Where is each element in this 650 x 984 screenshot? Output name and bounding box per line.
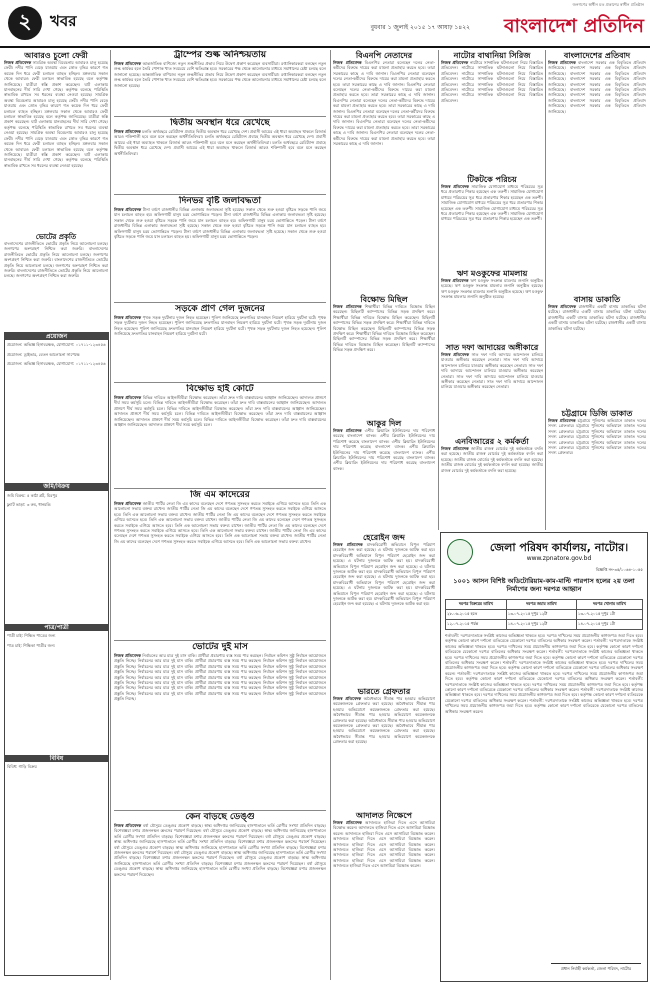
article-a11: [333, 294, 435, 414]
table-header: দরপত্র খোলার তারিখ: [576, 600, 642, 610]
column-divider: [545, 50, 546, 530]
byline: নিজস্ব প্রতিবেদক: [4, 60, 32, 65]
headline: দিনভর বৃষ্টি জলাবদ্ধতা: [179, 196, 261, 206]
article-body: সাত দফা দাবি আদায়ে আন্দোলন চালিয়ে যাওয়ার অঙ্গীকার করেছেন নেতারা।: [441, 362, 543, 379]
article-body: জাতীয় পার্টির নেতা জি এম কাদের বলেছেন দেশে গণতন্ত্র সুসংহত করতে সবাইকে এগিয়ে আসতে হবে। তিনি এক আলোচনা সভায় বক্তব্য রাখেন।: [114, 528, 326, 539]
article-body: নাটোরে সাম্প্রতিক ঘটনাগুলো নিয়ে বিস্তারিত প্রতিবেদন।: [441, 87, 543, 98]
article-a16: [441, 50, 543, 170]
article-body: বিএনপির নেতারা বলেছেন দলের নেতা-কর্মীদের বিরুদ্ধে দায়ের করা মামলা প্রত্যাহার করতে হবে। তারা সরকারের কাছে এ দাবি জানান।: [333, 60, 435, 76]
article-a21: [548, 50, 646, 290]
article-a13: [333, 532, 435, 682]
byline: নিজস্ব প্রতিবেদক: [441, 184, 469, 189]
article-body: শিক্ষার্থীরা বিভিন্ন দাবিতে বিক্ষোভ মিছিল করেছেন। মিছিলটি ক্যাম্পাসের বিভিন্ন সড়ক প্রদক্ষিণ করে।: [333, 304, 435, 315]
byline: নিজস্ব প্রতিবেদক: [114, 61, 142, 66]
article-body: এশীয় ক্লিয়ারিং ইউনিয়নের দায় পরিশোধ করেছে বাংলাদেশ ব্যাংক।: [333, 460, 435, 471]
article-body: আদালতে হাজিরা দিতে এসে আসামিরা বিক্ষোভ করেন।: [333, 863, 421, 869]
classified-heading: প্রয়োজন: [5, 333, 108, 340]
headline: টিকটকে পরিচয়: [467, 174, 517, 184]
article-body: রাজধানীর একটি বাসায় ডাকাতির ঘটনা ঘটেছে।: [548, 304, 646, 315]
opinion-body: বাংলাদেশের রাজনীতিতে ভোটের প্রকৃতি নিয়ে আলোচনা চলছে। জনগণের অংশগ্রহণ নিশ্চিত করা জরুরি।: [4, 268, 108, 279]
article-body: এশীয় ক্লিয়ারিং ইউনিয়নের দায় পরিশোধ করেছে বাংলাদেশ ব্যাংক।: [333, 433, 435, 444]
opinion-body: বাংলাদেশের রাজনীতিতে ভোটের প্রকৃতি নিয়ে আলোচনা চলছে। জনগণের অংশগ্রহণ নিশ্চিত করা জরুরি।: [4, 246, 108, 263]
divider: [114, 640, 326, 641]
article-a10: [333, 50, 435, 290]
article-body: বিভিন্ন দাবিতে আইনজীবীরা বিক্ষোভ করেছেন। তাঁরা দ্রুত দাবি বাস্তবায়নের আহ্বান জানিয়েছেন। আদালত প্রাঙ্গণে দীর্ঘ সময় কর্মসূচি চলে।: [114, 400, 326, 411]
article-a15: [333, 810, 435, 980]
article-body: এশীয় ক্লিয়ারিং ইউনিয়নের দায় পরিশোধ করেছে বাংলাদেশ ব্যাংক।: [333, 449, 435, 461]
article-body: অবৈধভাবে সীমান্ত পার হওয়ার অভিযোগে কয়েকজনকে গ্রেফতার করা হয়েছে।: [333, 701, 435, 712]
government-seal-icon: [447, 539, 473, 565]
conditions-text: শর্তাবলী: দরপত্রদাতাকে সংশ্লিষ্ট কাজের অভিজ্ঞতা থাকতে হবে। দরপত্র দাখিলের সময় প্রয়োজনীয় কাগজপত্র জমা দিতে হবে। কর্তৃপক্ষ কোনো কারণ দর্শানো ব্যতিরেকে যেকোনো দরপত্র বাতিলের অধিকার সংরক্ষণ করেন।: [445, 638, 643, 655]
notice-signature: [551, 953, 641, 973]
article-body: এশীয় ক্লিয়ারিং ইউনিয়নের দায় পরিশোধ করেছে বাংলাদেশ ব্যাংক।: [333, 444, 435, 455]
article-body: রাজধানীর একটি বাসায় ডাকাতির ঘটনা ঘটেছে।: [548, 314, 646, 326]
article-body: মাদকবিরোধী অভিযানে বিপুল পরিমাণ হেরোইন জব্দ করা হয়েছে। এ ঘটনায় দুজনকে আটক করা হয়।: [333, 558, 435, 575]
article-body: সামগ্রিক অবস্থা বিবেচনায় আবারও চালু হয়েছে ফেরী। নদীর পানি বেড়ে যাওয়ায় এবং স্রোত বৃদ্ধির কারণে গত কয়েক দিন ধরে ফেরী চলাচল ব্যাহত হচ্ছিল। মঙ্গলবার সকাল থেকে আবারও ফেরী চলাচল স্বাভাবিক হয়েছে বলে কর্তৃপক্ষ জানিয়েছে। যাত্রীরা স্বস্তি প্রকাশ করেছেন। ঘাট এলাকায় যানবাহনের দীর্ঘ সারি দেখা গেছে। কর্তৃপক্ষ বলেছে পরিস্থিতি স্বাভাবিক রাখতে সব ধরনের ব্যবস্থা নেওয়া হয়েছে।: [4, 92, 108, 136]
byline: নিজস্ব প্রতিবেদক: [441, 352, 470, 357]
divider: [114, 488, 326, 489]
table-cell: ১২-০৭-২০১৫ পর্যন্ত: [446, 620, 507, 630]
article-body: জাতীয় রাজস্ব বোর্ডের দুই কর্মকর্তাকে বদলি করা হয়েছে।: [441, 451, 543, 462]
opinion-box: [4, 232, 108, 328]
headline: আকুর দিল: [366, 418, 402, 428]
article-body: নির্বাচনের আর মাত্র দুই মাস বাকি। প্রার্থীরা প্রচারণায় ব্যস্ত সময় পার করছেন। নির্বাচন কমিশন সুষ্ঠু নির্বাচন আয়োজনে প্রস্তুতি নিচ্ছে।: [114, 658, 326, 669]
notice-office: জেলা পরিষদ কার্যালয়, নাটোর।: [489, 541, 629, 554]
article-body: অবৈধভাবে সীমান্ত পার হওয়ার অভিযোগে কয়েকজনকে গ্রেফতার করা হয়েছে।: [333, 696, 435, 707]
byline: নিজস্ব প্রতিবেদক: [333, 60, 362, 65]
article-body: আদালতে হাজিরা দিতে এসে আসামিরা বিক্ষোভ করেন।: [333, 825, 435, 836]
article-body: বাংলাদেশ সরকার এক বিবৃতিতে প্রতিবাদ জানিয়েছে।: [548, 65, 646, 76]
divider: [114, 382, 326, 383]
article-body: আদালতে হাজিরা দিতে এসে আসামিরা বিক্ষোভ করেন।: [333, 852, 435, 858]
classified-item: জমি বিক্রয়: ৫ কাঠা প্লট, মিরপুর: [7, 492, 58, 498]
notice-website: www.zpnatore.gov.bd: [526, 555, 592, 562]
article-body: চট্টগ্রামে পুলিশের অভিযানে ডাকাত দলের সদস্য গ্রেফতার।: [548, 423, 646, 434]
article-body: শিক্ষার্থীরা বিভিন্ন দাবিতে বিক্ষোভ মিছিল করেছেন। মিছিলটি ক্যাম্পাসের বিভিন্ন সড়ক প্রদক্ষিণ করে।: [333, 314, 435, 326]
article-body: এশীয় ক্লিয়ারিং ইউনিয়নের দায় পরিশোধ করেছে বাংলাদেশ ব্যাংক।: [333, 428, 435, 439]
article-body: বাংলাদেশ সরকার এক বিবৃতিতে প্রতিবাদ জানিয়েছে।: [548, 103, 646, 114]
article-body: রাজধানীর একটি বাসায় ডাকাতির ঘটনা ঘটেছে।: [548, 314, 628, 320]
article-body: পৃথক সড়ক দুর্ঘটনায় দুজন নিহত হয়েছেন। পুলিশ জানিয়েছে দ্রুতগতির যানবাহন নিয়ন্ত্রণ হারিয়ে দুর্ঘটনা ঘটে।: [114, 315, 326, 326]
article-body: নির্বাচনের আর মাত্র দুই মাস বাকি। প্রার্থীরা প্রচারণায় ব্যস্ত সময় পার করছেন। নির্বাচন কমিশন সুষ্ঠু নির্বাচন আয়োজনে প্রস্তুতি নিচ্ছে।: [114, 669, 326, 680]
article-body: নির্বাচনের আর মাত্র দুই মাস বাকি। প্রার্থীরা প্রচারণায় ব্যস্ত সময় পার করছেন। নির্বাচন কমিশন সুষ্ঠু নির্বাচন আয়োজনে প্রস্তুতি নিচ্ছে।: [114, 653, 326, 664]
article-body: ঋণ মওকুফ সংক্রান্ত মামলার শুনানি অনুষ্ঠিত হয়েছে।: [441, 278, 543, 289]
article-a6: [114, 384, 326, 486]
article-body: টানা বর্ষণে রাজধানীর বিভিন্ন এলাকায় জলাবদ্ধতা সৃষ্টি হয়েছে। সকাল থেকে শুরু হওয়া বৃষ্টিতে সড়কে পানি জমে যান চলাচল ব্যাহত হয়। অফিসগামী মানুষ চরম ভোগান্তিতে পড়েন।: [114, 207, 326, 218]
article-body: জাতীয় রাজস্ব বোর্ডের দুই কর্মকর্তাকে বদলি করা হয়েছে।: [441, 446, 543, 457]
byline: নিজস্ব প্রতিবেদক: [114, 501, 142, 506]
notice-title: ১০০১ আসন বিশিষ্ট অডিটোরিয়াম-কাম-মাল্টি পারপাস হলের ২য় তলা নির্মাণের জন্য দরপত্র আহ্বান: [453, 577, 635, 593]
article-body: জাতীয় পার্টির নেতা জি এম কাদের বলেছেন দেশে গণতন্ত্র সুসংহত করতে সবাইকে এগিয়ে আসতে হবে। তিনি এক আলোচনা সভায় বক্তব্য রাখেন।: [114, 506, 326, 517]
byline: নিজস্ব প্রতিবেদক: [333, 428, 362, 433]
header-rule: [0, 46, 650, 48]
opinion-body: বাংলাদেশের রাজনীতিতে ভোটের প্রকৃতি নিয়ে আলোচনা চলছে। জনগণের অংশগ্রহণ নিশ্চিত করা জরুরি।: [4, 241, 108, 252]
classified-heading: পাত্র/পাত্রী: [5, 624, 108, 631]
article-a17: [441, 174, 543, 264]
dateline: বুধবার ১ জুলাই ২০১৫ ১৭ আষাঢ় ১৪২২: [370, 24, 470, 31]
article-a5: [114, 304, 326, 380]
article-body: বিএনপির নেতারা বলেছেন দলের নেতা-কর্মীদের বিরুদ্ধে দায়ের করা মামলা প্রত্যাহার করতে হবে। তারা সরকারের কাছে এ দাবি জানান।: [333, 119, 435, 136]
opinion-title: ভোটের প্রকৃতি: [35, 232, 77, 241]
article-body: চলতি অর্থবছরে রেমিট্যান্স প্রবাহে দ্বিতীয় অবস্থান ধরে রেখেছে দেশ। প্রবাসী আয়ের এই ধারা অব্যাহত থাকলে রিজার্ভ আরও শক্তিশালী হবে বলে মনে করছেন অর্থনীতিবিদরা।: [114, 134, 326, 145]
classified-heading: জমি/বিক্রয়: [5, 483, 108, 490]
byline: নিজস্ব প্রতিবেদক: [114, 395, 142, 400]
article-a23: [548, 408, 646, 528]
article-body: অবৈধভাবে সীমান্ত পার হওয়ার অভিযোগে কয়েকজনকে গ্রেফতার করা হয়েছে।: [333, 733, 435, 745]
byline: নিজস্ব প্রতিবেদক: [114, 129, 141, 134]
article-body: অবৈধভাবে সীমান্ত পার হওয়ার অভিযোগে কয়েকজনকে গ্রেফতার করা হয়েছে।: [333, 712, 435, 723]
headline: ভারতে গ্রেফতার: [357, 686, 411, 696]
conditions-text: শর্তাবলী: দরপত্রদাতাকে সংশ্লিষ্ট কাজের অভিজ্ঞতা থাকতে হবে। দরপত্র দাখিলের সময় প্রয়োজনীয় কাগজপত্র জমা দিতে হবে। কর্তৃপক্ষ কোনো কারণ দর্শানো ব্যতিরেকে যেকোনো দরপত্র বাতিলের অধিকার সংরক্ষণ করেন।: [445, 649, 643, 666]
article-body: রাজধানীর একটি বাসায় ডাকাতির ঘটনা ঘটেছে।: [548, 320, 646, 331]
article-body: নির্বাচনের আর মাত্র দুই মাস বাকি। প্রার্থীরা প্রচারণায় ব্যস্ত সময় পার করছেন। নির্বাচন কমিশন সুষ্ঠু নির্বাচন আয়োজনে প্রস্তুতি নিচ্ছে।: [114, 690, 326, 702]
article-body: বিভিন্ন দাবিতে আইনজীবীরা বিক্ষোভ করেছেন। তাঁরা দ্রুত দাবি বাস্তবায়নের আহ্বান জানিয়েছেন। আদালত প্রাঙ্গণে দীর্ঘ সময় কর্মসূচি চলে।: [114, 395, 326, 406]
article-body: নাটোরে সাম্প্রতিক ঘটনাগুলো নিয়ে বিস্তারিত প্রতিবেদন।: [441, 65, 543, 76]
article-body: বিএনপির নেতারা বলেছেন দলের নেতা-কর্মীদের বিরুদ্ধে দায়ের করা মামলা প্রত্যাহার করতে হবে। তারা সরকারের কাছে এ দাবি জানান।: [333, 97, 435, 114]
article-body: বাংলাদেশ সরকার এক বিবৃতিতে প্রতিবাদ জানিয়েছে।: [548, 76, 646, 87]
classified-item: বিবিধ: গাড়ি বিক্রয়: [7, 764, 37, 770]
article-body: বর্ষা মৌসুমে ডেঙ্গুর প্রকোপ বাড়ছে। স্বাস্থ্য অধিদপ্তর জানিয়েছে হাসপাতালে ভর্তি রোগীর সংখ্যা প্রতিদিন বাড়ছে। বিশেষজ্ঞরা মশার প্রজননস্থল ধ্বংসের পরামর্শ দিয়েছেন।: [114, 855, 326, 866]
byline: নিজস্ব প্রতিবেদক: [333, 820, 362, 825]
article-body: ঋণ মওকুফ সংক্রান্ত মামলার শুনানি অনুষ্ঠিত হয়েছে।: [454, 283, 543, 289]
article-body: আদালতে হাজিরা দিতে এসে আসামিরা বিক্ষোভ করেন।: [333, 841, 435, 847]
headline: বাসায় ডাকাতি: [573, 294, 621, 304]
headline: ঋণ মওকুফের মামলায়: [456, 268, 528, 278]
article-body: বাংলাদেশ সরকার এক বিবৃতিতে প্রতিবাদ জানিয়েছে।: [548, 97, 646, 109]
article-a7: [114, 490, 326, 638]
article-body: চট্টগ্রামে পুলিশের অভিযানে ডাকাত দলের সদস্য গ্রেফতার।: [548, 439, 646, 451]
article-body: সামাজিক যোগাযোগ মাধ্যমে পরিচয়ের সূত্র ধরে প্রতারণার শিকার হয়েছেন এক তরুণী।: [441, 189, 543, 200]
article-body: জাতীয় রাজস্ব বোর্ডের দুই কর্মকর্তাকে বদলি করা হয়েছে।: [453, 456, 543, 462]
headline: হেরোইন জব্দ: [363, 532, 405, 542]
article-body: বিভিন্ন দাবিতে আইনজীবীরা বিক্ষোভ করেছেন। তাঁরা দ্রুত দাবি বাস্তবায়নের আহ্বান জানিয়েছেন। আদালত প্রাঙ্গণে দীর্ঘ সময় কর্মসূচি চলে।: [114, 405, 326, 417]
classified-item: পাত্রী চাই: শিক্ষিত পাত্রের জন্য: [7, 633, 56, 639]
headline: সড়কে প্রাণ গেল দুজনের: [175, 304, 265, 314]
headline: আদালত নিক্ষেপে: [355, 810, 412, 820]
table-header: দরপত্র বিক্রয়ের তারিখ: [446, 600, 507, 610]
article-body: সাত দফা দাবি আদায়ে আন্দোলন চালিয়ে যাওয়ার অঙ্গীকার করেছেন নেতারা।: [441, 357, 543, 368]
article-body: চলতি অর্থবছরে রেমিট্যান্স প্রবাহে দ্বিতীয় অবস্থান ধরে রেখেছে দেশ। প্রবাসী আয়ের এই ধারা অব্যাহত থাকলে রিজার্ভ আরও শক্তিশালী হবে বলে মনে করছেন অর্থনীতিবিদরা।: [114, 129, 326, 140]
byline: নিজস্ব প্রতিবেদক: [548, 304, 577, 309]
article-body: নাটোরে সাম্প্রতিক ঘটনাগুলো নিয়ে বিস্তারিত প্রতিবেদন।: [441, 81, 543, 93]
byline: নিজস্ব প্রতিবেদক: [441, 446, 469, 451]
article-body: বিএনপির নেতারা বলেছেন দলের নেতা-কর্মীদের বিরুদ্ধে দায়ের করা মামলা প্রত্যাহার করতে হবে। তারা সরকারের কাছে এ দাবি জানান।: [333, 108, 435, 125]
article-body: বর্ষা মৌসুমে ডেঙ্গুর প্রকোপ বাড়ছে। স্বাস্থ্য অধিদপ্তর জানিয়েছে হাসপাতালে ভর্তি রোগীর সংখ্যা প্রতিদিন বাড়ছে। বিশেষজ্ঞরা মশার প্রজননস্থল ধ্বংসের পরামর্শ দিয়েছেন।: [114, 844, 326, 856]
article-body: মাদকবিরোধী অভিযানে বিপুল পরিমাণ হেরোইন জব্দ করা হয়েছে। এ ঘটনায় দুজনকে আটক করা হয়।: [333, 569, 435, 580]
column-divider: [330, 50, 331, 980]
article-a14: [333, 686, 435, 806]
article-body: বর্ষা মৌসুমে ডেঙ্গুর প্রকোপ বাড়ছে। স্বাস্থ্য অধিদপ্তর জানিয়েছে হাসপাতালে ভর্তি রোগীর সংখ্যা প্রতিদিন বাড়ছে। বিশেষজ্ঞরা মশার প্রজননস্থল ধ্বংসের পরামর্শ দিয়েছেন।: [114, 860, 326, 877]
headline: সাত দফা আদায়ের অঙ্গীকারে: [445, 342, 539, 352]
masthead-logo: বাংলাদেশ প্রতিদিন: [503, 15, 644, 37]
article-body: সামাজিক যোগাযোগ মাধ্যমে পরিচয়ের সূত্র ধরে প্রতারণার শিকার হয়েছেন এক তরুণী।: [441, 211, 543, 222]
headline: বাংলাদেশের প্রতিবাদ: [563, 50, 631, 60]
article-body: নির্বাচনের আর মাত্র দুই মাস বাকি। প্রার্থীরা প্রচারণায় ব্যস্ত সময় পার করছেন। নির্বাচন কমিশন সুষ্ঠু নির্বাচন আয়োজনে প্রস্তুতি নিচ্ছে।: [114, 680, 326, 691]
classifieds: [4, 332, 109, 976]
headline: ভোটের দুই মাস: [192, 642, 248, 652]
article-body: জাতীয় পার্টির নেতা জি এম কাদের বলেছেন দেশে গণতন্ত্র সুসংহত করতে সবাইকে এগিয়ে আসতে হবে। তিনি এক আলোচনা সভায় বক্তব্য রাখেন।: [114, 517, 326, 528]
article-body: অবৈধভাবে সীমান্ত পার হওয়ার অভিযোগে কয়েকজনকে গ্রেফতার করা হয়েছে।: [333, 723, 435, 734]
classified-item: ফ্ল্যাট ভাড়া: ৩ রুম, ধানমন্ডি: [7, 502, 51, 508]
article-body: মাদকবিরোধী অভিযানে বিপুল পরিমাণ হেরোইন জব্দ করা হয়েছে। এ ঘটনায় দুজনকে আটক করা হয়।: [333, 552, 435, 564]
article-body: পৃথক সড়ক দুর্ঘটনায় দুজন নিহত হয়েছেন। পুলিশ জানিয়েছে দ্রুতগতির যানবাহন নিয়ন্ত্রণ হারিয়ে দুর্ঘটনা ঘটে।: [142, 315, 317, 320]
notice-table: [445, 599, 643, 630]
article-body: ঋণ মওকুফ সংক্রান্ত মামলার শুনানি অনুষ্ঠিত হয়েছে।: [441, 288, 524, 294]
byline: নিজস্ব প্রতিবেদক: [114, 653, 141, 658]
article-body: চট্টগ্রামে পুলিশের অভিযানে ডাকাত দলের সদস্য গ্রেফতার।: [548, 418, 646, 429]
page-number: ২: [8, 6, 42, 40]
article-body: নাটোরে সাম্প্রতিক ঘটনাগুলো নিয়ে বিস্তারিত প্রতিবেদন।: [441, 70, 543, 82]
signature-line: [551, 953, 641, 964]
article-body: আদালতে হাজিরা দিতে এসে আসামিরা বিক্ষোভ করেন।: [333, 820, 435, 831]
masthead-tagline: জনগণের স্বাধীন মত প্রকাশের স্বাধীন প্রতিষ্ঠান: [572, 2, 644, 7]
article-body: আদালতে হাজিরা দিতে এসে আসামিরা বিক্ষোভ করেন।: [333, 857, 435, 863]
tender-notice: [440, 532, 648, 982]
divider: [114, 116, 326, 117]
headline: দ্বিতীয় অবস্থান ধরে রেখেছে: [170, 118, 270, 128]
page-header: [0, 0, 650, 46]
article-body: আন্তর্জাতিক বাণিজ্যে নতুন শুল্কনীতির প্রভাব নিয়ে উদ্বেগ প্রকাশ করেছেন ব্যবসায়ীরা। রপ্তানিকারকরা বলছেন নতুন শুল্ক কার্যকর হলে তৈরি পোশাক খাত সবচেয়ে বেশি ক্ষতিগ্রস্ত হবে। সরকারের পক্ষ থেকে আলোচনার মাধ্যমে সমাধানের চেষ্টা চলছে বলে জানানো হয়েছে।: [114, 61, 326, 77]
divider: [114, 194, 326, 195]
headline: বিক্ষোভ হাই কোর্টে: [186, 384, 254, 394]
article-body: চট্টগ্রামে পুলিশের অভিযানে ডাকাত দলের সদস্য গ্রেফতার।: [548, 428, 646, 440]
byline: নিজস্ব প্রতিবেদক: [333, 542, 363, 547]
conditions-text: শর্তাবলী: দরপত্রদাতাকে সংশ্লিষ্ট কাজের অভিজ্ঞতা থাকতে হবে। দরপত্র দাখিলের সময় প্রয়োজনীয় কাগজপত্র জমা দিতে হবে। কর্তৃপক্ষ কোনো কারণ দর্শানো ব্যতিরেকে যেকোনো দরপত্র বাতিলের অধিকার সংরক্ষণ করেন।: [445, 633, 643, 644]
article-a8: [114, 642, 326, 808]
article-body: নির্বাচনের আর মাত্র দুই মাস বাকি। প্রার্থীরা প্রচারণায় ব্যস্ত সময় পার করছেন। নির্বাচন কমিশন সুষ্ঠু নির্বাচন আয়োজনে প্রস্তুতি নিচ্ছে।: [114, 663, 326, 675]
article-body: শিক্ষার্থীরা বিভিন্ন দাবিতে বিক্ষোভ মিছিল করেছেন। মিছিলটি ক্যাম্পাসের বিভিন্ন সড়ক প্রদক্ষিণ করে।: [333, 331, 435, 342]
table-cell: ১৩-০৭-২০১৫ দুপুর ১টা: [576, 610, 642, 620]
article-body: বাংলাদেশ সরকার এক বিবৃতিতে প্রতিবাদ জানিয়েছে।: [548, 70, 646, 82]
article-body: বর্ষা মৌসুমে ডেঙ্গুর প্রকোপ বাড়ছে। স্বাস্থ্য অধিদপ্তর জানিয়েছে হাসপাতালে ভর্তি রোগীর সংখ্যা প্রতিদিন বাড়ছে। বিশেষজ্ঞরা মশার প্রজননস্থল ধ্বংসের পরামর্শ দিয়েছেন।: [114, 833, 326, 845]
article-body: জাতীয় পার্টির নেতা জি এম কাদের বলেছেন দেশে গণতন্ত্র সুসংহত করতে সবাইকে এগিয়ে আসতে হবে। তিনি এক আলোচনা সভায় বক্তব্য রাখেন।: [114, 533, 326, 544]
classified-heading: বিবিধ: [5, 755, 108, 762]
article-body: বিএনপির নেতারা বলেছেন দলের নেতা-কর্মীদের বিরুদ্ধে দায়ের করা মামলা প্রত্যাহার করতে হবে। তারা সরকারের কাছে এ দাবি জানান।: [333, 81, 435, 98]
article-body: আদালতে হাজিরা দিতে এসে আসামিরা বিক্ষোভ করেন।: [333, 836, 435, 842]
article-a22: [548, 294, 646, 404]
headline: চট্টগ্রামে ডিজি ডাকাত: [561, 408, 633, 418]
article-body: পৃথক সড়ক দুর্ঘটনায় দুজন নিহত হয়েছেন। পুলিশ জানিয়েছে দ্রুতগতির যানবাহন নিয়ন্ত্রণ হারিয়ে দুর্ঘটনা ঘটে।: [114, 320, 326, 331]
table-header: দরপত্র জমার তারিখ: [506, 600, 576, 610]
article-body: সামগ্রিক অবস্থা বিবেচনায় আবারও চালু হয়েছে ফেরী। নদীর পানি বেড়ে যাওয়ায় এবং স্রোত বৃদ্ধির কারণে গত কয়েক দিন ধরে ফেরী চলাচল ব্যাহত হচ্ছিল। মঙ্গলবার সকাল থেকে আবারও ফেরী চলাচল স্বাভাবিক হয়েছে বলে কর্তৃপক্ষ জানিয়েছে। যাত্রীরা স্বস্তি প্রকাশ করেছেন। ঘাট এলাকায় যানবাহনের দীর্ঘ সারি দেখা গেছে। কর্তৃপক্ষ বলেছে পরিস্থিতি স্বাভাবিক রাখতে সব ধরনের ব্যবস্থা নেওয়া হয়েছে।: [4, 130, 108, 168]
article-body: অবৈধভাবে সীমান্ত পার হওয়ার অভিযোগে কয়েকজনকে গ্রেফতার করা হয়েছে।: [333, 717, 435, 729]
article-body: টানা বর্ষণে রাজধানীর বিভিন্ন এলাকায় জলাবদ্ধতা সৃষ্টি হয়েছে। সকাল থেকে শুরু হওয়া বৃষ্টিতে সড়কে পানি জমে যান চলাচল ব্যাহত হয়। অফিসগামী মানুষ চরম ভোগান্তিতে পড়েন।: [114, 228, 326, 240]
article-body: চলতি অর্থবছরে রেমিট্যান্স প্রবাহে দ্বিতীয় অবস্থান ধরে রেখেছে দেশ। প্রবাসী আয়ের এই ধারা অব্যাহত থাকলে রিজার্ভ আরও শক্তিশালী হবে বলে মনে করছেন অর্থনীতিবিদরা।: [114, 139, 326, 156]
article-body: টানা বর্ষণে রাজধানীর বিভিন্ন এলাকায় জলাবদ্ধতা সৃষ্টি হয়েছে। সকাল থেকে শুরু হওয়া বৃষ্টিতে সড়কে পানি জমে যান চলাচল ব্যাহত হয়। অফিসগামী মানুষ চরম ভোগান্তিতে পড়েন।: [114, 217, 326, 234]
article-a18: [441, 268, 543, 338]
article-body: বাংলাদেশ সরকার এক বিবৃতিতে প্রতিবাদ জানিয়েছে।: [548, 81, 646, 93]
article-body: পৃথক সড়ক দুর্ঘটনায় দুজন নিহত হয়েছেন। পুলিশ জানিয়েছে দ্রুতগতির যানবাহন নিয়ন্ত্রণ হারিয়ে দুর্ঘটনা ঘটে।: [114, 325, 326, 337]
headline: নাটোর বাথানিয়া সিরিজ: [453, 50, 531, 60]
article-body: মাদকবিরোধী অভিযানে বিপুল পরিমাণ হেরোইন জব্দ করা হয়েছে। এ ঘটনায় দুজনকে আটক করা হয়।: [333, 585, 435, 602]
divider: [114, 302, 326, 303]
conditions-text: শর্তাবলী: দরপত্রদাতাকে সংশ্লিষ্ট কাজের অভিজ্ঞতা থাকতে হবে। দরপত্র দাখিলের সময় প্রয়োজনীয় কাগজপত্র জমা দিতে হবে। কর্তৃপক্ষ কোনো কারণ দর্শানো ব্যতিরেকে যেকোনো দরপত্র বাতিলের অধিকার সংরক্ষণ করেন।: [445, 697, 643, 714]
article-body: শিক্ষার্থীরা বিভিন্ন দাবিতে বিক্ষোভ মিছিল করেছেন। মিছিলটি ক্যাম্পাসের বিভিন্ন সড়ক প্রদক্ষিণ করে।: [333, 320, 435, 337]
article-body: চট্টগ্রামে পুলিশের অভিযানে ডাকাত দলের সদস্য গ্রেফতার।: [548, 434, 646, 445]
article-body: চট্টগ্রামে পুলিশের অভিযানে ডাকাত দলের সদস্য গ্রেফতার।: [548, 445, 646, 456]
article-body: নাটোরে সাম্প্রতিক ঘটনাগুলো নিয়ে বিস্তারিত প্রতিবেদন।: [441, 76, 543, 87]
article-body: শিক্ষার্থীরা বিভিন্ন দাবিতে বিক্ষোভ মিছিল করেছেন। মিছিলটি ক্যাম্পাসের বিভিন্ন সড়ক প্রদক্ষিণ করে।: [333, 336, 435, 353]
article-body: বাংলাদেশ সরকার এক বিবৃতিতে প্রতিবাদ জানিয়েছে।: [548, 87, 646, 98]
article-body: সামাজিক যোগাযোগ মাধ্যমে পরিচয়ের সূত্র ধরে প্রতারণার শিকার হয়েছেন এক তরুণী।: [441, 205, 543, 217]
article-body: নির্বাচনের আর মাত্র দুই মাস বাকি। প্রার্থীরা প্রচারণায় ব্যস্ত সময় পার করছেন। নির্বাচন কমিশন সুষ্ঠু নির্বাচন আয়োজনে প্রস্তুতি নিচ্ছে।: [114, 674, 326, 686]
table-cell: ২৮-০৬-২০১৫ হতে: [446, 610, 507, 620]
article-body: বাংলাদেশ সরকার এক বিবৃতিতে প্রতিবাদ জানিয়েছে।: [548, 60, 646, 71]
opinion-body: বাংলাদেশের রাজনীতিতে ভোটের প্রকৃতি নিয়ে আলোচনা চলছে। জনগণের অংশগ্রহণ নিশ্চিত করা জরুরি।: [4, 257, 108, 274]
headline: আবারও চুলো ফেরী: [24, 50, 88, 60]
table-cell: ১৩-০৭-২০১৫ দুপুর ১২টা: [506, 610, 576, 620]
article-body: বর্ষা মৌসুমে ডেঙ্গুর প্রকোপ বাড়ছে। স্বাস্থ্য অধিদপ্তর জানিয়েছে হাসপাতালে ভর্তি রোগীর সংখ্যা প্রতিদিন বাড়ছে। বিশেষজ্ঞরা মশার প্রজননস্থল ধ্বংসের পরামর্শ দিয়েছেন।: [114, 828, 326, 839]
byline: নিজস্ব প্রতিবেদক: [548, 418, 576, 423]
article-body: সাত দফা দাবি আদায়ে আন্দোলন চালিয়ে যাওয়ার অঙ্গীকার করেছেন নেতারা।: [441, 379, 543, 390]
table-cell: ১৪-০৭-২০১৫ দুপুর ১টা: [576, 620, 642, 630]
article-a19: [441, 342, 543, 432]
divider: [114, 810, 326, 811]
article-body: নির্বাচনের আর মাত্র দুই মাস বাকি। প্রার্থীরা প্রচারণায় ব্যস্ত সময় পার করছেন। নির্বাচন কমিশন সুষ্ঠু নির্বাচন আয়োজনে প্রস্তুতি নিচ্ছে।: [114, 685, 326, 696]
conditions-text: শর্তাবলী: দরপত্রদাতাকে সংশ্লিষ্ট কাজের অভিজ্ঞতা থাকতে হবে। দরপত্র দাখিলের সময় প্রয়োজনীয় কাগজপত্র জমা দিতে হবে। কর্তৃপক্ষ কোনো কারণ দর্শানো ব্যতিরেকে যেকোনো দরপত্র বাতিলের অধিকার সংরক্ষণ করেন।: [445, 660, 643, 676]
article-body: মাদকবিরোধী অভিযানে বিপুল পরিমাণ হেরোইন জব্দ করা হয়েছে। এ ঘটনায় দুজনকে আটক করা হয়।: [333, 542, 435, 553]
article-body: নাটোরে সাম্প্রতিক ঘটনাগুলো নিয়ে বিস্তারিত প্রতিবেদন।: [441, 60, 543, 71]
article-body: সামগ্রিক অবস্থা বিবেচনায় আবারও চালু হয়েছে ফেরী। নদীর পানি বেড়ে যাওয়ায় এবং স্রোত বৃদ্ধির কারণে গত কয়েক দিন ধরে ফেরী চলাচল ব্যাহত হচ্ছিল। মঙ্গলবার সকাল থেকে আবারও ফেরী চলাচল স্বাভাবিক হয়েছে বলে কর্তৃপক্ষ জানিয়েছে। যাত্রীরা স্বস্তি প্রকাশ করেছেন। ঘাট এলাকায় যানবাহনের দীর্ঘ সারি দেখা গেছে। কর্তৃপক্ষ বলেছে পরিস্থিতি স্বাভাবিক রাখতে সব ধরনের ব্যবস্থা নেওয়া হয়েছে।: [4, 60, 108, 98]
byline: নিজস্ব প্রতিবেদক: [441, 60, 469, 65]
article-body: জাতীয় রাজস্ব বোর্ডের দুই কর্মকর্তাকে বদলি করা হয়েছে।: [441, 462, 531, 468]
headline: কেন বাড়ছে ডেঙ্গু: [185, 812, 255, 822]
article-body: সাত দফা দাবি আদায়ে আন্দোলন চালিয়ে যাওয়ার অঙ্গীকার করেছেন নেতারা।: [441, 373, 543, 385]
column-divider: [110, 50, 111, 980]
conditions-text: শর্তাবলী: দরপত্রদাতাকে সংশ্লিষ্ট কাজের অভিজ্ঞতা থাকতে হবে। দরপত্র দাখিলের সময় প্রয়োজনীয় কাগজপত্র জমা দিতে হবে। কর্তৃপক্ষ কোনো কারণ দর্শানো ব্যতিরেকে যেকোনো দরপত্র বাতিলের অধিকার সংরক্ষণ করেন।: [445, 676, 643, 693]
headline: বিএনপি নেতাদের: [355, 50, 413, 60]
notice-reference: বিজ্ঞপ্তি নং-৩৫/১০৬৪-১০৫৫: [595, 567, 643, 572]
article-body: আন্তর্জাতিক বাণিজ্যে নতুন শুল্কনীতির প্রভাব নিয়ে উদ্বেগ প্রকাশ করেছেন ব্যবসায়ীরা। রপ্তানিকারকরা বলছেন নতুন শুল্ক কার্যকর হলে তৈরি পোশাক খাত সবচেয়ে বেশি ক্ষতিগ্রস্ত হবে। সরকারের পক্ষ থেকে আলোচনার মাধ্যমে সমাধানের চেষ্টা চলছে বলে জানানো হয়েছে।: [114, 71, 326, 88]
article-body: বিএনপির নেতারা বলেছেন দলের নেতা-কর্মীদের বিরুদ্ধে দায়ের করা মামলা প্রত্যাহার করতে হবে। তারা সরকারের কাছে এ দাবি জানান।: [333, 130, 435, 147]
classified-item: পাত্র চাই: শিক্ষিকা পাত্রীর জন্য: [7, 642, 55, 648]
article-body: জাতীয় রাজস্ব বোর্ডের দুই কর্মকর্তাকে বদলি করা হয়েছে।: [441, 462, 543, 473]
article-a20: [441, 436, 543, 528]
classified-item: প্রয়োজন: অভিজ্ঞ হিসাবরক্ষক, যোগাযোগ: ০১৭১১-১২৩৪৫৬: [7, 342, 106, 348]
article-a1: [4, 50, 108, 228]
table-cell: ১৪-০৭-২০১৫ দুপুর ১২টা: [506, 620, 576, 630]
article-a2: [114, 50, 326, 114]
article-body: বর্ষা মৌসুমে ডেঙ্গুর প্রকোপ বাড়ছে। স্বাস্থ্য অধিদপ্তর জানিয়েছে হাসপাতালে ভর্তি রোগীর সংখ্যা প্রতিদিন বাড়ছে। বিশেষজ্ঞরা মশার প্রজননস্থল ধ্বংসের পরামর্শ দিয়েছেন।: [114, 850, 326, 861]
classified-item: প্রয়োজন: ড্রাইভার, বেতন আলোচনা সাপেক্ষে: [7, 351, 80, 357]
conditions-text: শর্তাবলী: দরপত্রদাতাকে সংশ্লিষ্ট কাজের অভিজ্ঞতা থাকতে হবে। দরপত্র দাখিলের সময় প্রয়োজনীয় কাগজপত্র জমা দিতে হবে। কর্তৃপক্ষ কোনো কারণ দর্শানো ব্যতিরেকে যেকোনো দরপত্র বাতিলের অধিকার সংরক্ষণ করেন।: [445, 687, 643, 703]
headline: বিক্ষোভ মিছিল: [360, 294, 408, 304]
article-body: মাদকবিরোধী অভিযানে বিপুল পরিমাণ হেরোইন জব্দ করা হয়েছে। এ ঘটনায় দুজনকে আটক করা হয়।: [333, 579, 435, 591]
headline: এনবিআরের ২ কর্মকর্তা: [455, 436, 529, 446]
byline: নিজস্ব প্রতিবেদক: [114, 315, 142, 320]
article-a4: [114, 196, 326, 300]
article-a9: [114, 812, 326, 980]
headline: জি এম কাদেরের: [190, 490, 250, 500]
article-body: আদালতে হাজিরা দিতে এসে আসামিরা বিক্ষোভ করেন।: [345, 830, 435, 836]
article-body: জাতীয় পার্টির নেতা জি এম কাদের বলেছেন দেশে গণতন্ত্র সুসংহত করতে সবাইকে এগিয়ে আসতে হবে। তিনি এক আলোচনা সভায় বক্তব্য রাখেন।: [114, 501, 326, 512]
article-body: জাতীয় পার্টির নেতা জি এম কাদের বলেছেন দেশে গণতন্ত্র সুসংহত করতে সবাইকে এগিয়ে আসতে হবে। তিনি এক আলোচনা সভায় বক্তব্য রাখেন।: [114, 511, 326, 523]
byline: নিজস্ব প্রতিবেদক: [441, 278, 469, 283]
article-body: বিএনপির নেতারা বলেছেন দলের নেতা-কর্মীদের বিরুদ্ধে দায়ের করা মামলা প্রত্যাহার করতে হবে। তারা সরকারের কাছে এ দাবি জানান।: [333, 70, 435, 87]
byline: নিজস্ব প্রতিবেদক: [114, 207, 142, 212]
article-body: সামাজিক যোগাযোগ মাধ্যমে পরিচয়ের সূত্র ধরে প্রতারণার শিকার হয়েছেন এক তরুণী।: [441, 200, 543, 211]
article-body: ঋণ মওকুফ সংক্রান্ত মামলার শুনানি অনুষ্ঠিত হয়েছে।: [441, 288, 543, 300]
article-body: জাতীয় পার্টির নেতা জি এম কাদের বলেছেন দেশে গণতন্ত্র সুসংহত করতে সবাইকে এগিয়ে আসতে হবে। তিনি এক আলোচনা সভায় বক্তব্য রাখেন।: [114, 522, 326, 534]
headline: ট্রাম্পের শুল্ক অনিশ্চয়তায়: [173, 50, 267, 60]
article-body: বিভিন্ন দাবিতে আইনজীবীরা বিক্ষোভ করেছেন। তাঁরা দ্রুত দাবি বাস্তবায়নের আহ্বান জানিয়েছেন। আদালত প্রাঙ্গণে দীর্ঘ সময় কর্মসূচি চলে।: [114, 416, 326, 428]
signer: প্রধান নির্বাহী কর্মকর্তা, জেলা পরিষদ, নাটোর: [560, 966, 632, 971]
conditions-text: শর্তাবলী: দরপত্রদাতাকে সংশ্লিষ্ট কাজের অভিজ্ঞতা থাকতে হবে। দরপত্র দাখিলের সময় প্রয়োজনীয় কাগজপত্র জমা দিতে হবে। কর্তৃপক্ষ কোনো কারণ দর্শানো ব্যতিরেকে যেকোনো দরপত্র বাতিলের অধিকার সংরক্ষণ করেন।: [445, 670, 643, 682]
article-body: এশীয় ক্লিয়ারিং ইউনিয়নের দায় পরিশোধ করেছে বাংলাদেশ ব্যাংক।: [333, 438, 435, 450]
section-name: খবর: [50, 12, 77, 30]
article-body: বর্ষা মৌসুমে ডেঙ্গুর প্রকোপ বাড়ছে। স্বাস্থ্য অধিদপ্তর জানিয়েছে হাসপাতালে ভর্তি রোগীর সংখ্যা প্রতিদিন বাড়ছে। বিশেষজ্ঞরা মশার প্রজননস্থল ধ্বংসের পরামর্শ দিয়েছেন।: [114, 823, 326, 834]
article-body: টানা বর্ষণে রাজধানীর বিভিন্ন এলাকায় জলাবদ্ধতা সৃষ্টি হয়েছে। সকাল থেকে শুরু হওয়া বৃষ্টিতে সড়কে পানি জমে যান চলাচল ব্যাহত হয়। অফিসগামী মানুষ চরম ভোগান্তিতে পড়েন।: [114, 212, 326, 223]
notice-conditions: [445, 633, 643, 923]
article-body: আদালতে হাজিরা দিতে এসে আসামিরা বিক্ষোভ করেন।: [333, 847, 435, 853]
byline: নিজস্ব প্রতিবেদক: [114, 823, 142, 828]
article-body: মাদকবিরোধী অভিযানে বিপুল পরিমাণ হেরোইন জব্দ করা হয়েছে। এ ঘটনায় দুজনকে আটক করা হয়।: [333, 596, 435, 607]
article-body: সামাজিক যোগাযোগ মাধ্যমে পরিচয়ের সূত্র ধরে প্রতারণার শিকার হয়েছেন এক তরুণী।: [441, 184, 543, 195]
article-body: সাত দফা দাবি আদায়ে আন্দোলন চালিয়ে যাওয়ার অঙ্গীকার করেছেন নেতারা।: [441, 352, 543, 363]
byline: নিজস্ব প্রতিবেদক: [333, 696, 362, 701]
article-a12: [333, 418, 435, 528]
column-divider: [438, 50, 439, 530]
article-body: নাটোরে সাম্প্রতিক ঘটনাগুলো নিয়ে বিস্তারিত প্রতিবেদন।: [441, 92, 543, 103]
byline: নিজস্ব প্রতিবেদক: [333, 304, 362, 309]
article-body: বাংলাদেশ সরকার এক বিবৃতিতে প্রতিবাদ জানিয়েছে।: [548, 92, 646, 103]
article-body: রাজধানীর একটি বাসায় ডাকাতির ঘটনা ঘটেছে।: [562, 309, 646, 315]
article-a3: [114, 118, 326, 192]
article-body: বিভিন্ন দাবিতে আইনজীবীরা বিক্ষোভ করেছেন। তাঁরা দ্রুত দাবি বাস্তবায়নের আহ্বান জানিয়েছেন। আদালত প্রাঙ্গণে দীর্ঘ সময় কর্মসূচি চলে।: [114, 411, 326, 422]
byline: নিজস্ব প্রতিবেদক: [548, 60, 576, 65]
classified-item: প্রয়োজন: অভিজ্ঞ হিসাবরক্ষক, যোগাযোগ: ০১৭১১-১২৩৪৫৬: [7, 361, 106, 367]
